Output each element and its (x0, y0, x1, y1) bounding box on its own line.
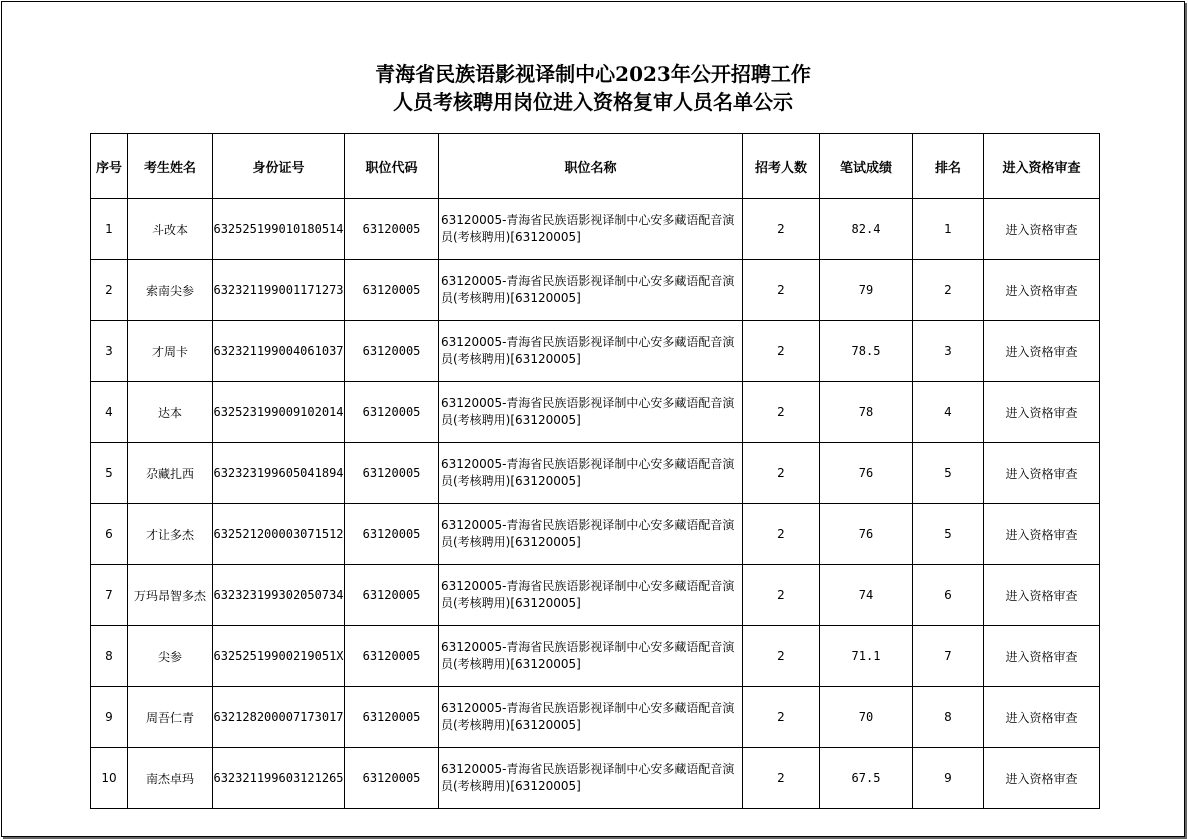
row-code: 63120005 (345, 199, 439, 260)
row-name: 斗改本 (128, 199, 213, 260)
row-status: 进入资格审查 (984, 626, 1100, 687)
table-row (91, 199, 1100, 260)
row-code: 63120005 (345, 748, 439, 809)
row-code: 63120005 (345, 565, 439, 626)
row-quota: 2 (743, 748, 820, 809)
table-row (91, 260, 1100, 321)
row-code: 63120005 (345, 504, 439, 565)
row-status: 进入资格审查 (984, 687, 1100, 748)
row-position: 63120005-青海省民族语影视译制中心安多藏语配音演员(考核聘用)[63120005] (439, 321, 743, 382)
candidate-table (90, 133, 1100, 809)
row-id: 632521200003071512 (213, 504, 345, 565)
row-name: 才让多杰 (128, 504, 213, 565)
row-quota: 2 (743, 382, 820, 443)
row-id: 632128200007173017 (213, 687, 345, 748)
header-code: 职位代码 (345, 134, 439, 199)
row-code: 63120005 (345, 443, 439, 504)
row-score: 67.5 (820, 748, 913, 809)
row-position: 63120005-青海省民族语影视译制中心安多藏语配音演员(考核聘用)[63120005] (439, 748, 743, 809)
row-id: 632321199001171273 (213, 260, 345, 321)
row-position: 63120005-青海省民族语影视译制中心安多藏语配音演员(考核聘用)[63120005] (439, 382, 743, 443)
row-score: 79 (820, 260, 913, 321)
row-position: 63120005-青海省民族语影视译制中心安多藏语配音演员(考核聘用)[63120005] (439, 687, 743, 748)
row-rank: 9 (913, 748, 984, 809)
table-row (91, 382, 1100, 443)
header-rank: 排名 (913, 134, 984, 199)
row-id: 632321199004061037 (213, 321, 345, 382)
row-name: 才周卡 (128, 321, 213, 382)
row-rank: 1 (913, 199, 984, 260)
row-status: 进入资格审查 (984, 565, 1100, 626)
row-position: 63120005-青海省民族语影视译制中心安多藏语配音演员(考核聘用)[63120005] (439, 260, 743, 321)
row-quota: 2 (743, 565, 820, 626)
row-name: 万玛昂智多杰 (128, 565, 213, 626)
header-name: 考生姓名 (128, 134, 213, 199)
row-quota: 2 (743, 260, 820, 321)
table-row (91, 565, 1100, 626)
row-id: 632525199010180514 (213, 199, 345, 260)
row-id: 632323199605041894 (213, 443, 345, 504)
row-score: 70 (820, 687, 913, 748)
table-row (91, 321, 1100, 382)
row-code: 63120005 (345, 626, 439, 687)
row-rank: 3 (913, 321, 984, 382)
row-score: 71.1 (820, 626, 913, 687)
row-rank: 8 (913, 687, 984, 748)
row-code: 63120005 (345, 687, 439, 748)
row-rank: 7 (913, 626, 984, 687)
row-id: 63252519900219051X (213, 626, 345, 687)
document-page (1, 1, 1185, 837)
row-no: 8 (91, 626, 128, 687)
table-row (91, 504, 1100, 565)
row-rank: 6 (913, 565, 984, 626)
row-name: 尖参 (128, 626, 213, 687)
row-status: 进入资格审查 (984, 443, 1100, 504)
row-code: 63120005 (345, 382, 439, 443)
table-row (91, 626, 1100, 687)
row-no: 9 (91, 687, 128, 748)
row-score: 82.4 (820, 199, 913, 260)
document-title-line-2: 人员考核聘用岗位进入资格复审人员名单公示 (393, 90, 793, 114)
header-score: 笔试成绩 (820, 134, 913, 199)
table-row (91, 748, 1100, 809)
row-score: 76 (820, 443, 913, 504)
row-no: 1 (91, 199, 128, 260)
row-rank: 2 (913, 260, 984, 321)
header-quota: 招考人数 (743, 134, 820, 199)
row-position: 63120005-青海省民族语影视译制中心安多藏语配音演员(考核聘用)[63120005] (439, 443, 743, 504)
row-name: 南杰卓玛 (128, 748, 213, 809)
row-no: 2 (91, 260, 128, 321)
header-status: 进入资格审查 (984, 134, 1100, 199)
row-no: 7 (91, 565, 128, 626)
row-code: 63120005 (345, 321, 439, 382)
row-position: 63120005-青海省民族语影视译制中心安多藏语配音演员(考核聘用)[63120005] (439, 199, 743, 260)
row-quota: 2 (743, 687, 820, 748)
header-no: 序号 (91, 134, 128, 199)
row-id: 632523199009102014 (213, 382, 345, 443)
row-name: 周吾仁青 (128, 687, 213, 748)
row-status: 进入资格审查 (984, 504, 1100, 565)
header-id: 身份证号 (213, 134, 345, 199)
row-score: 74 (820, 565, 913, 626)
row-no: 4 (91, 382, 128, 443)
row-no: 6 (91, 504, 128, 565)
row-id: 632321199603121265 (213, 748, 345, 809)
row-code: 63120005 (345, 260, 439, 321)
row-rank: 5 (913, 443, 984, 504)
row-id: 632323199302050734 (213, 565, 345, 626)
row-status: 进入资格审查 (984, 748, 1100, 809)
row-position: 63120005-青海省民族语影视译制中心安多藏语配音演员(考核聘用)[63120005] (439, 626, 743, 687)
header-position: 职位名称 (439, 134, 743, 199)
row-no: 3 (91, 321, 128, 382)
row-quota: 2 (743, 626, 820, 687)
document-title-line-1: 青海省民族语影视译制中心2023年公开招聘工作 (375, 62, 811, 86)
row-no: 10 (91, 748, 128, 809)
table-row (91, 443, 1100, 504)
row-name: 尕藏扎西 (128, 443, 213, 504)
row-score: 78.5 (820, 321, 913, 382)
row-name: 达本 (128, 382, 213, 443)
row-score: 76 (820, 504, 913, 565)
row-status: 进入资格审查 (984, 321, 1100, 382)
row-position: 63120005-青海省民族语影视译制中心安多藏语配音演员(考核聘用)[63120005] (439, 504, 743, 565)
row-status: 进入资格审查 (984, 199, 1100, 260)
row-rank: 4 (913, 382, 984, 443)
row-quota: 2 (743, 199, 820, 260)
table-row (91, 687, 1100, 748)
row-score: 78 (820, 382, 913, 443)
row-quota: 2 (743, 443, 820, 504)
row-rank: 5 (913, 504, 984, 565)
row-status: 进入资格审查 (984, 382, 1100, 443)
table-header-row (91, 134, 1100, 199)
row-no: 5 (91, 443, 128, 504)
row-status: 进入资格审查 (984, 260, 1100, 321)
row-position: 63120005-青海省民族语影视译制中心安多藏语配音演员(考核聘用)[63120005] (439, 565, 743, 626)
row-name: 索南尖参 (128, 260, 213, 321)
row-quota: 2 (743, 321, 820, 382)
row-quota: 2 (743, 504, 820, 565)
